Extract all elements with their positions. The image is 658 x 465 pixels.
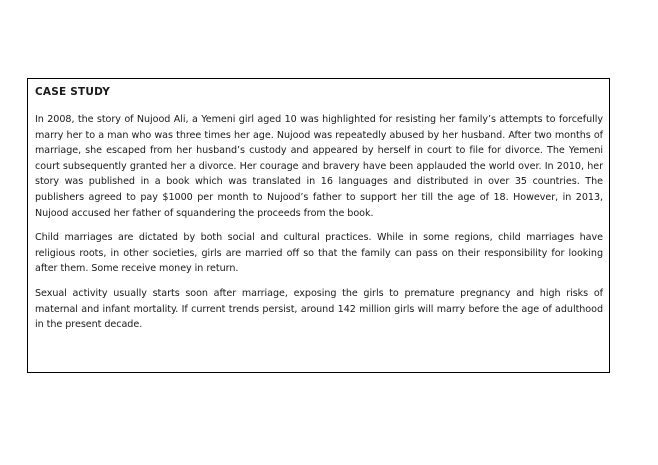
case-study-title: CASE STUDY [35, 86, 111, 98]
case-study-paragraph-2: Child marriages are dictated by both social and cultural practices. While in some regions, child marriages have religious roots, in other societies, girls are married off so that the family can pass on their responsibility for looking after them. Some receive money in return. [35, 232, 603, 275]
case-study-box [27, 78, 610, 373]
case-study-paragraph-1: In 2008, the story of Nujood Ali, a Yemeni girl aged 10 was highlighted for resisting her family’s attempts to forcefully marry her to a man who was three times her age. Nujood was repeatedly abused by her husband. After two months of marriage, she escaped from her husband’s custody and appeared by herself in court to file for divorce. The Yemeni court subsequently granted her a divorce. Her courage and bravery have been applauded the world over. In 2010, her story was published in a book which was translated in 16 languages and distributed in over 35 countries. The publishers agreed to pay $1000 per month to Nujood’s father to support her till the age of 18. However, in 2013, Nujood accused her father of squandering the proceeds from the book. [35, 114, 603, 219]
case-study-paragraph-3: Sexual activity usually starts soon after marriage, exposing the girls to premature pregnancy and high risks of maternal and infant mortality. If current trends persist, around 142 million girls will marry before the age of adulthood in the present decade. [35, 287, 603, 331]
